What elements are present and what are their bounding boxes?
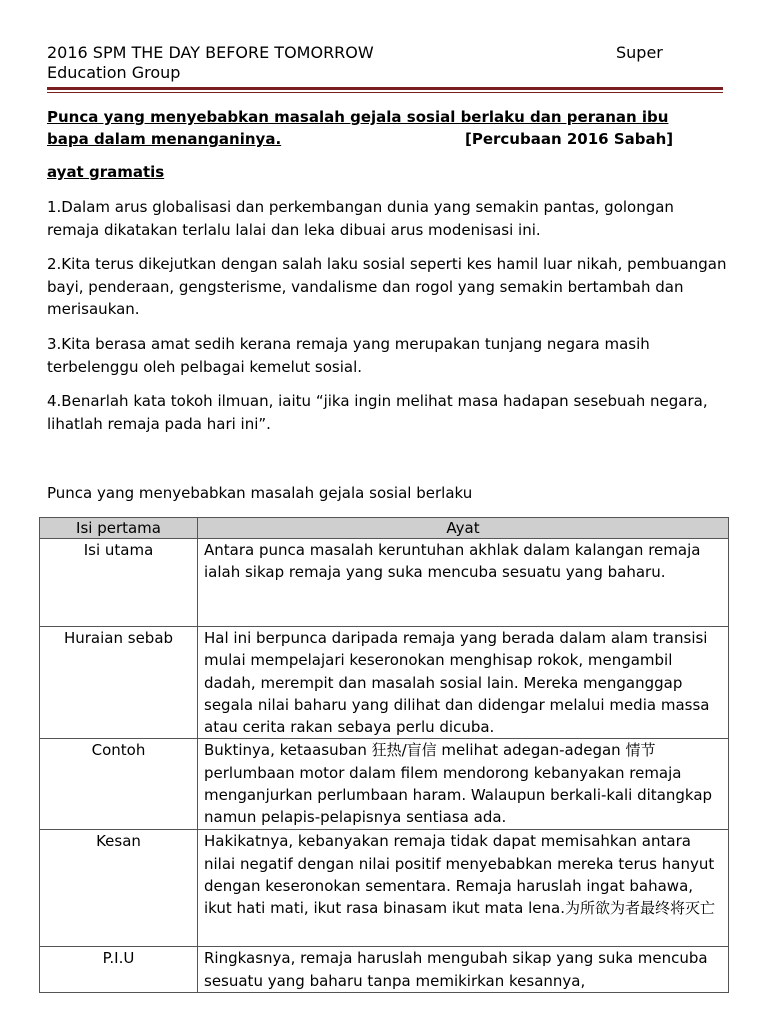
essay-title-line1: Punca yang menyebabkan masalah gejala sosial berlaku dan peranan ibu	[47, 108, 669, 126]
points-table	[39, 517, 729, 993]
header-title: 2016 SPM THE DAY BEFORE TOMORROW	[47, 43, 374, 62]
table-header-row	[40, 518, 729, 539]
row-value: Ringkasnya, remaja haruslah mengubah sikap yang suka mencuba sesuatu yang baharu tanpa memikirkan kesannya,	[198, 947, 729, 993]
header-subtitle: Education Group	[47, 63, 181, 82]
table-row	[40, 830, 729, 947]
section-subtitle: ayat gramatis	[47, 163, 165, 181]
header-rule-thick	[47, 87, 723, 90]
row-key: Contoh	[40, 739, 198, 830]
column-header-ayat: Ayat	[198, 518, 729, 539]
table-row	[40, 947, 729, 993]
paragraph-3: 3.Kita berasa amat sedih kerana remaja yang merupakan tunjang negara masih terbelenggu oleh pelbagai kemelut sosial.	[47, 335, 650, 376]
header-rule-thin	[47, 92, 723, 93]
paragraph-4: 4.Benarlah kata tokoh ilmuan, iaitu “jika ingin melihat masa hadapan sesebuah negara, lihatlah remaja pada hari ini”.	[47, 392, 708, 433]
row-key: P.I.U	[40, 947, 198, 993]
table-caption: Punca yang menyebabkan masalah gejala sosial berlaku	[47, 484, 473, 502]
exam-tag: [Percubaan 2016 Sabah]	[465, 130, 674, 148]
essay-title-line2: bapa dalam menanganinya.	[47, 130, 282, 148]
header-right-text: Super	[616, 43, 663, 62]
row-value: Buktinya, ketaasuban 狂热/盲信 melihat adegan-adegan 情节 perlumbaan motor dalam filem mendorong kebanyakan remaja menganjurkan perlumbaan haram. Walaupun berkali-kali ditangkap namun pelapis-pelapisnya sentiasa ada.	[198, 739, 729, 830]
table-row	[40, 739, 729, 830]
row-key: Huraian sebab	[40, 627, 198, 739]
page-header	[47, 43, 723, 83]
table-row	[40, 627, 729, 739]
column-header-isi: Isi pertama	[40, 518, 198, 539]
paragraph-1: 1.Dalam arus globalisasi dan perkembangan dunia yang semakin pantas, golongan remaja dikatakan terlalu lalai dan leka dibuai arus modenisasi ini.	[47, 198, 674, 239]
row-value: Hakikatnya, kebanyakan remaja tidak dapat memisahkan antara nilai negatif dengan nilai positif menyebabkan mereka terus hanyut dengan keseronokan sementara. Remaja haruslah ingat bahawa, ikut hati mati, ikut rasa binasam ikut mata lena.为所欲为者最终将灭亡	[198, 830, 729, 947]
row-key: Kesan	[40, 830, 198, 947]
table-row	[40, 539, 729, 627]
essay-title	[47, 106, 687, 150]
paragraph-2: 2.Kita terus dikejutkan dengan salah laku sosial seperti kes hamil luar nikah, pembuangan bayi, penderaan, gengsterisme, vandalisme dan rogol yang semakin bertambah dan merisaukan.	[47, 255, 727, 318]
row-key: Isi utama	[40, 539, 198, 627]
row-value: Antara punca masalah keruntuhan akhlak dalam kalangan remaja ialah sikap remaja yang suka mencuba sesuatu yang baharu.	[198, 539, 729, 627]
row-value: Hal ini berpunca daripada remaja yang berada dalam alam transisi mulai mempelajari keseronokan menghisap rokok, mengambil dadah, merempit dan masalah sosial lain. Mereka menganggap segala nilai baharu yang dilihat dan didengar melalui media massa atau cerita rakan sebaya perlu dicuba.	[198, 627, 729, 739]
